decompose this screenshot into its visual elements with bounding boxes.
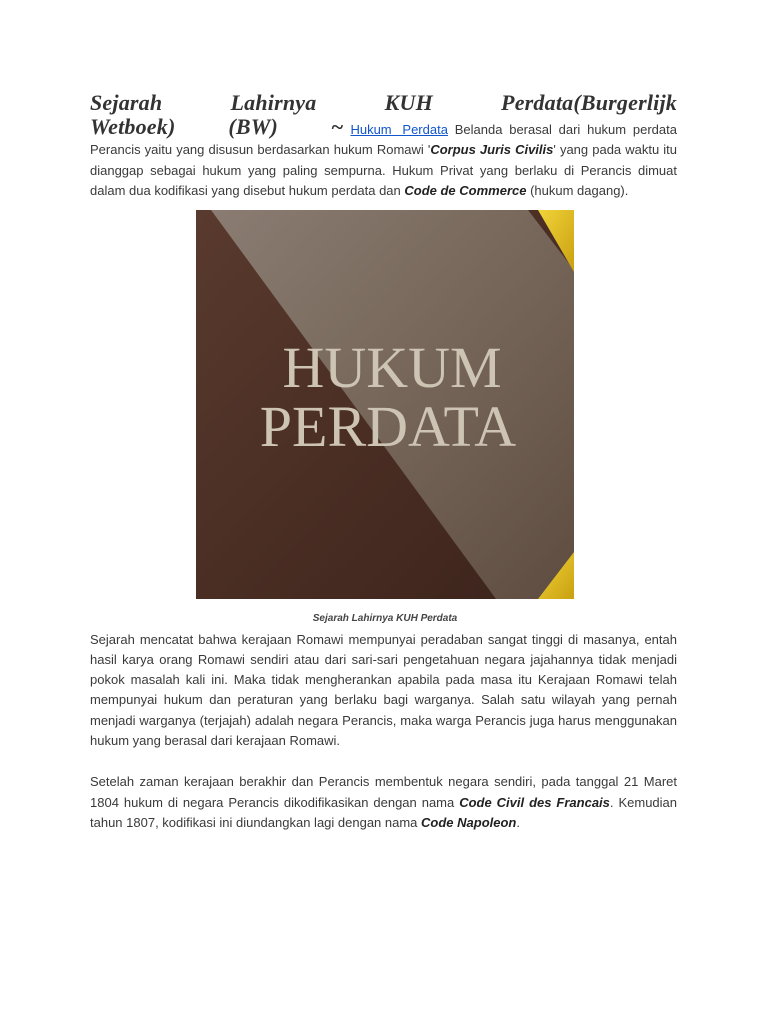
code-civil-des-francais: Code Civil des Francais [459,794,610,810]
code-napoleon: Code Napoleon [421,814,517,830]
intro-text-3: (hukum dagang). [526,183,629,198]
intro-paragraph [90,90,678,202]
cover-title-line2: PERDATA [259,393,517,459]
code-de-commerce: Code de Commerce [404,183,527,198]
para2-text-1: Setelah zaman kerajaan berakhir dan Perancis membentuk negara sendiri, pada tanggal 21 Maret 1804 hukum di negara Perancis dikodifikasikan dengan nama [90,774,677,810]
book-figure [196,210,574,624]
history-paragraph-2 [90,772,677,833]
para2-text-2: . Kemudian tahun 1807, kodifikasi ini diundangkan lagi dengan nama [90,794,678,830]
document [90,90,678,833]
figure-caption: Sejarah Lahirnya KUH Perdata [312,612,458,624]
book-cover-graphic [196,210,574,599]
intro-text-1: Belanda berasal dari hukum perdata Perancis yaitu yang disusun berdasarkan hukum Romawi ' [90,121,677,157]
para2-text-3: . [516,814,520,830]
hukum-perdata-link[interactable]: Hukum Perdata [350,121,448,137]
cover-title-line1: HUKUM [282,334,502,400]
book-cover-image [196,210,574,599]
intro-text-2: ' yang pada waktu itu dianggap sebagai hukum yang paling sempurna. Hukum Privat yang berlaku di Perancis dimuat dalam dua kodifikasi yang disebut hukum perdata dan [90,142,678,198]
article-title: Sejarah Lahirnya KUH Perdata(Burgerlijk Wetboek) (BW) ~ [90,90,677,139]
corpus-juris-civilis: Corpus Juris Civilis [430,142,554,157]
history-paragraph-1: Sejarah mencatat bahwa kerajaan Romawi mempunyai peradaban sangat tinggi di masanya, entah hasil karya orang Romawi sendiri atau dari sari-sari pengetahuan negara jajahannya tidak menjadi pokok masalah kali ini. Maka tidak mengherankan apabila pada masa itu Kerajaan Romawi telah mempunyai hukum dan peraturan yang berlaku bagi warganya. Salah satu wilayah yang pernah menjadi warganya (terjajah) adalah negara Perancis, maka warga Perancis juga harus menggunakan hukum yang berasal dari kerajaan Romawi. [90,631,677,748]
